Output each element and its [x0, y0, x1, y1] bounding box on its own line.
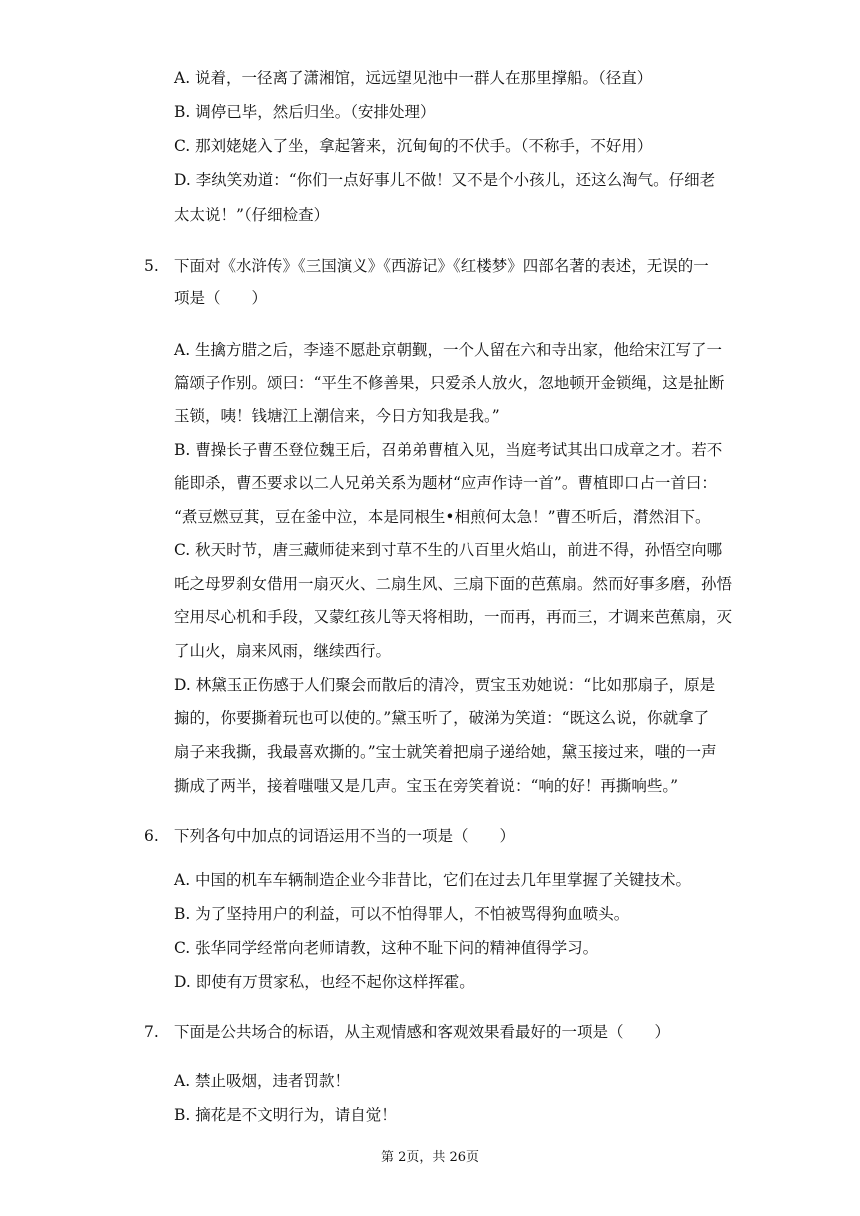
- q5-option-c-line3: 空用尽心机和手段，又蒙红孩儿等天将相助，一而再，再而三，才调来芭蕉扇，灭: [174, 608, 733, 626]
- q4-option-a: A. 说着，一径离了潇湘馆，远远望见池中一群人在那里撑船。（径直）: [174, 69, 653, 87]
- q4-option-d-line1: D. 李纨笑劝道：“你们一点好事儿不做！又不是个小孩儿，还这么淘气。仔细老: [174, 171, 716, 189]
- q6-number: 6.: [144, 827, 159, 845]
- q6-option-a: A. 中国的机车车辆制造企业今非昔比，它们在过去几年里掌握了关键技术。: [174, 871, 692, 889]
- q7-option-b: B. 摘花是不文明行为，请自觉！: [174, 1106, 397, 1124]
- q5-option-b-line2: 能即杀，曹丕要求以二人兄弟关系为题材“应声作诗一首”。曹植即口占一首曰：: [174, 474, 717, 492]
- q5-number: 5.: [144, 257, 159, 275]
- q5-option-b-line3: “煮豆燃豆萁，豆在釜中泣，本是同根生•相煎何太急！”曹丕听后，潸然泪下。: [174, 508, 711, 526]
- q5-option-d-line3: 扇子来我撕，我最喜欢撕的。”宝士就笑着把扇子递给她，黛玉接过来，嗤的一声: [174, 743, 717, 761]
- q5-option-a-line3: 玉锁，咦！钱塘江上潮信来，今日方知我是我。”: [174, 407, 500, 425]
- q5-option-c-line2: 吒之母罗刹女借用一扇灭火、二扇生风、三扇下面的芭蕉扇。然而好事多磨，孙悟: [174, 575, 733, 593]
- q5-option-d-line1: D. 林黛玉正伤感于人们聚会而散后的清冷，贾宝玉劝她说：“比如那扇子，原是: [174, 676, 716, 694]
- q5-option-c-line1: C. 秋天时节，唐三藏师徒来到寸草不生的八百里火焰山，前进不得，孙悟空向哪: [174, 541, 723, 559]
- q6-option-b: B. 为了坚持用户的利益，可以不怕得罪人，不怕被骂得狗血喷头。: [174, 905, 630, 923]
- q4-option-b: B. 调停已毕，然后归坐。（安排处理）: [174, 103, 436, 121]
- q7-number: 7.: [144, 1023, 159, 1041]
- q5-option-b-line1: B. 曹操长子曹丕登位魏王后，召弟弟曹植入见，当庭考试其出口成章之才。若不: [174, 441, 723, 459]
- q6-option-c: C. 张华同学经常向老师请教，这种不耻下问的精神值得学习。: [174, 939, 599, 957]
- q7-option-a: A. 禁止吸烟，违者罚款！: [174, 1072, 351, 1090]
- q6-option-d: D. 即使有万贯家私，也经不起你这样挥霍。: [174, 973, 475, 991]
- q5-option-a-line1: A. 生擒方腊之后，李逵不愿赴京朝觐，一个人留在六和寺出家，他给宋江写了一: [174, 341, 723, 359]
- q4-option-c: C. 那刘姥姥入了坐，拿起箸来，沉甸甸的不伏手。（不称手，不好用）: [174, 137, 653, 155]
- q4-option-d-line2: 太太说！”（仔细检查）: [174, 206, 330, 224]
- q5-option-a-line2: 篇颂子作别。颂曰：“平生不修善果，只爱杀人放火，忽地顿开金锁绳，这是扯断: [174, 374, 725, 392]
- q5-stem-line2: 项是（ ）: [174, 289, 268, 307]
- page-footer: 第 2页，共 26页: [380, 1150, 480, 1165]
- q5-option-d-line4: 撕成了两半，接着嗤嗤又是几声。宝玉在旁笑着说：“响的好！再撕响些。”: [174, 777, 679, 795]
- q6-stem: 下列各句中加点的词语运用不当的一项是（ ）: [174, 827, 516, 845]
- q5-option-c-line4: 了山火，扇来风雨，继续西行。: [174, 642, 392, 660]
- q5-stem-line1: 下面对《水浒传》《三国演义》《西游记》《红楼梦》四部名著的表述，无误的一: [174, 257, 709, 275]
- q7-stem: 下面是公共场合的标语，从主观情感和客观效果看最好的一项是（ ）: [174, 1023, 671, 1041]
- q5-option-d-line2: 搧的，你要撕着玩也可以使的。”黛玉听了，破涕为笑道：“既这么说，你就拿了: [174, 709, 710, 727]
